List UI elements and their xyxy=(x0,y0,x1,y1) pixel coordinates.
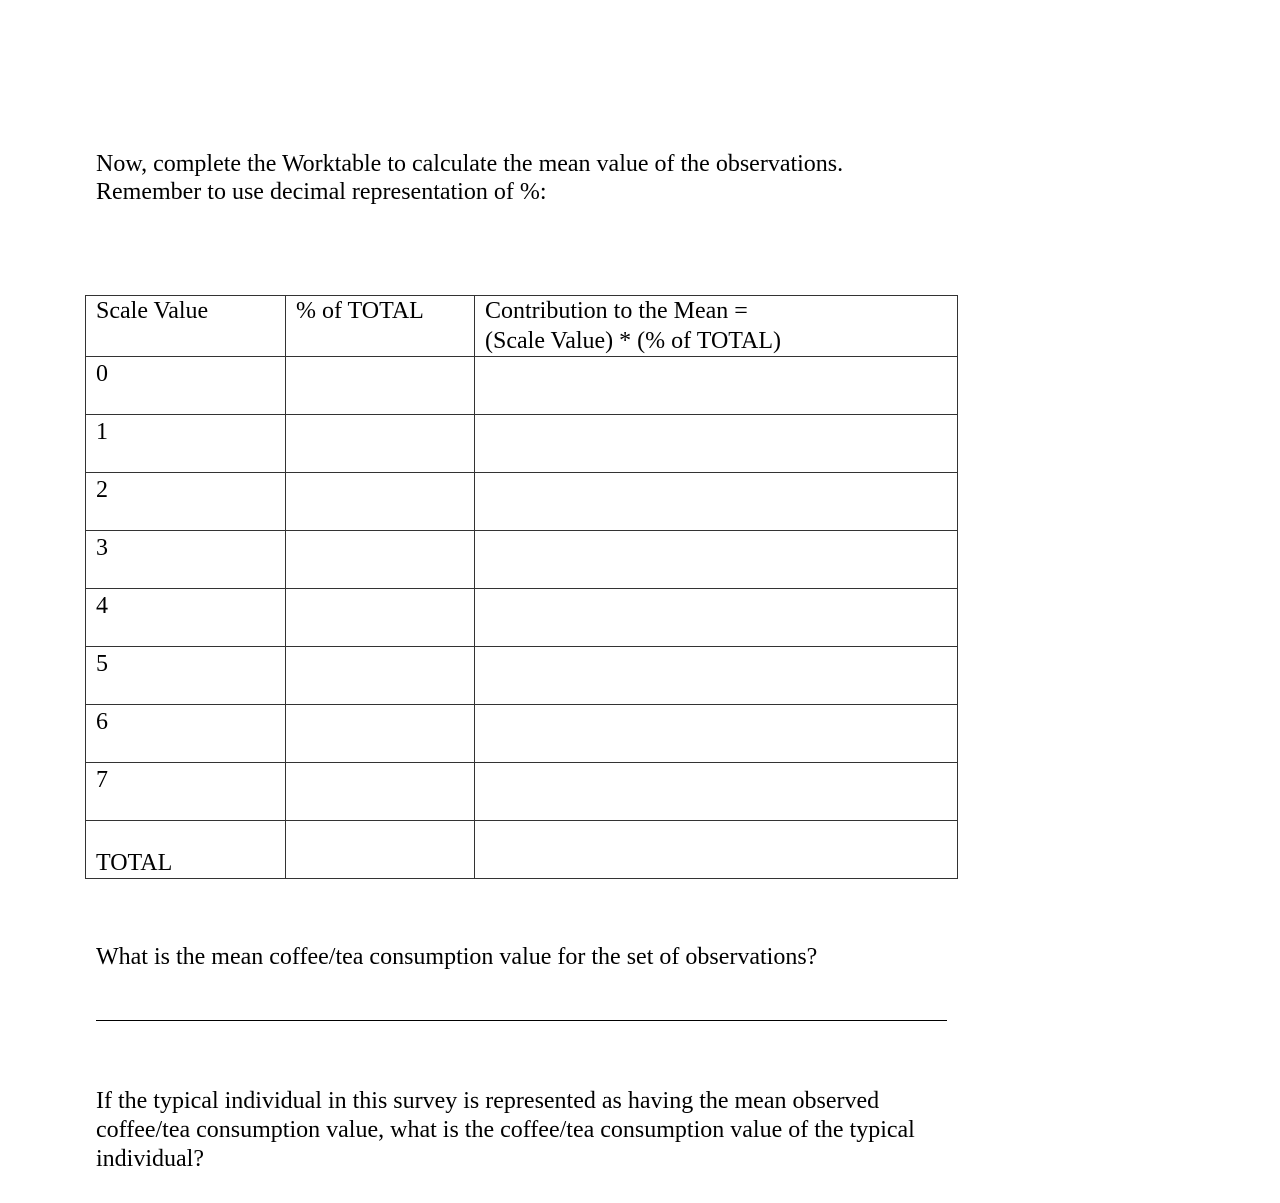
contribution-cell[interactable] xyxy=(475,357,958,415)
percent-total-cell[interactable] xyxy=(286,415,475,473)
scale-value-cell: 6 xyxy=(86,705,286,763)
scale-value-cell: 7 xyxy=(86,763,286,821)
instructions-line-1: Now, complete the Worktable to calculate the mean value of the observations. xyxy=(96,151,844,177)
scale-value-cell: 3 xyxy=(86,531,286,589)
header-contribution-line-1: Contribution to the Mean = xyxy=(485,298,748,324)
table-row xyxy=(86,415,958,473)
table-row xyxy=(86,647,958,705)
table-row xyxy=(86,705,958,763)
contribution-cell[interactable] xyxy=(475,531,958,589)
percent-total-cell[interactable] xyxy=(286,531,475,589)
contribution-cell[interactable] xyxy=(475,705,958,763)
contribution-cell[interactable] xyxy=(475,473,958,531)
instructions xyxy=(96,150,996,206)
header-scale-value: Scale Value xyxy=(86,296,286,357)
percent-total-cell[interactable] xyxy=(286,647,475,705)
header-contribution xyxy=(475,296,958,357)
contribution-cell[interactable] xyxy=(475,415,958,473)
scale-value-cell: 1 xyxy=(86,415,286,473)
table-row xyxy=(86,531,958,589)
percent-total-cell[interactable] xyxy=(286,473,475,531)
worktable xyxy=(85,295,958,879)
total-contribution-cell[interactable] xyxy=(475,821,958,879)
mean-question: What is the mean coffee/tea consumption value for the set of observations? xyxy=(96,944,818,970)
header-percent-total: % of TOTAL xyxy=(286,296,475,357)
contribution-cell[interactable] xyxy=(475,647,958,705)
percent-total-cell[interactable] xyxy=(286,589,475,647)
scale-value-cell: 4 xyxy=(86,589,286,647)
percent-total-cell[interactable] xyxy=(286,705,475,763)
table-row xyxy=(86,589,958,647)
scale-value-cell: 5 xyxy=(86,647,286,705)
table-row xyxy=(86,357,958,415)
percent-total-cell[interactable] xyxy=(286,763,475,821)
typical-individual-question: If the typical individual in this survey is represented as having the mean observed coffee/tea consumption value, what is the coffee/tea consumption value of the typical individual? xyxy=(96,1088,915,1172)
contribution-cell[interactable] xyxy=(475,589,958,647)
contribution-cell[interactable] xyxy=(475,763,958,821)
scale-value-cell: 2 xyxy=(86,473,286,531)
total-label-cell: TOTAL xyxy=(86,821,286,879)
table-row xyxy=(86,473,958,531)
instructions-line-2: Remember to use decimal representation of %: xyxy=(96,179,547,205)
total-row xyxy=(86,821,958,879)
worktable-header-row xyxy=(86,296,958,357)
table-row xyxy=(86,763,958,821)
total-percent-cell[interactable] xyxy=(286,821,475,879)
header-contribution-line-2: (Scale Value) * (% of TOTAL) xyxy=(485,328,781,354)
scale-value-cell: 0 xyxy=(86,357,286,415)
percent-total-cell[interactable] xyxy=(286,357,475,415)
mean-answer-line[interactable] xyxy=(96,1020,947,1021)
